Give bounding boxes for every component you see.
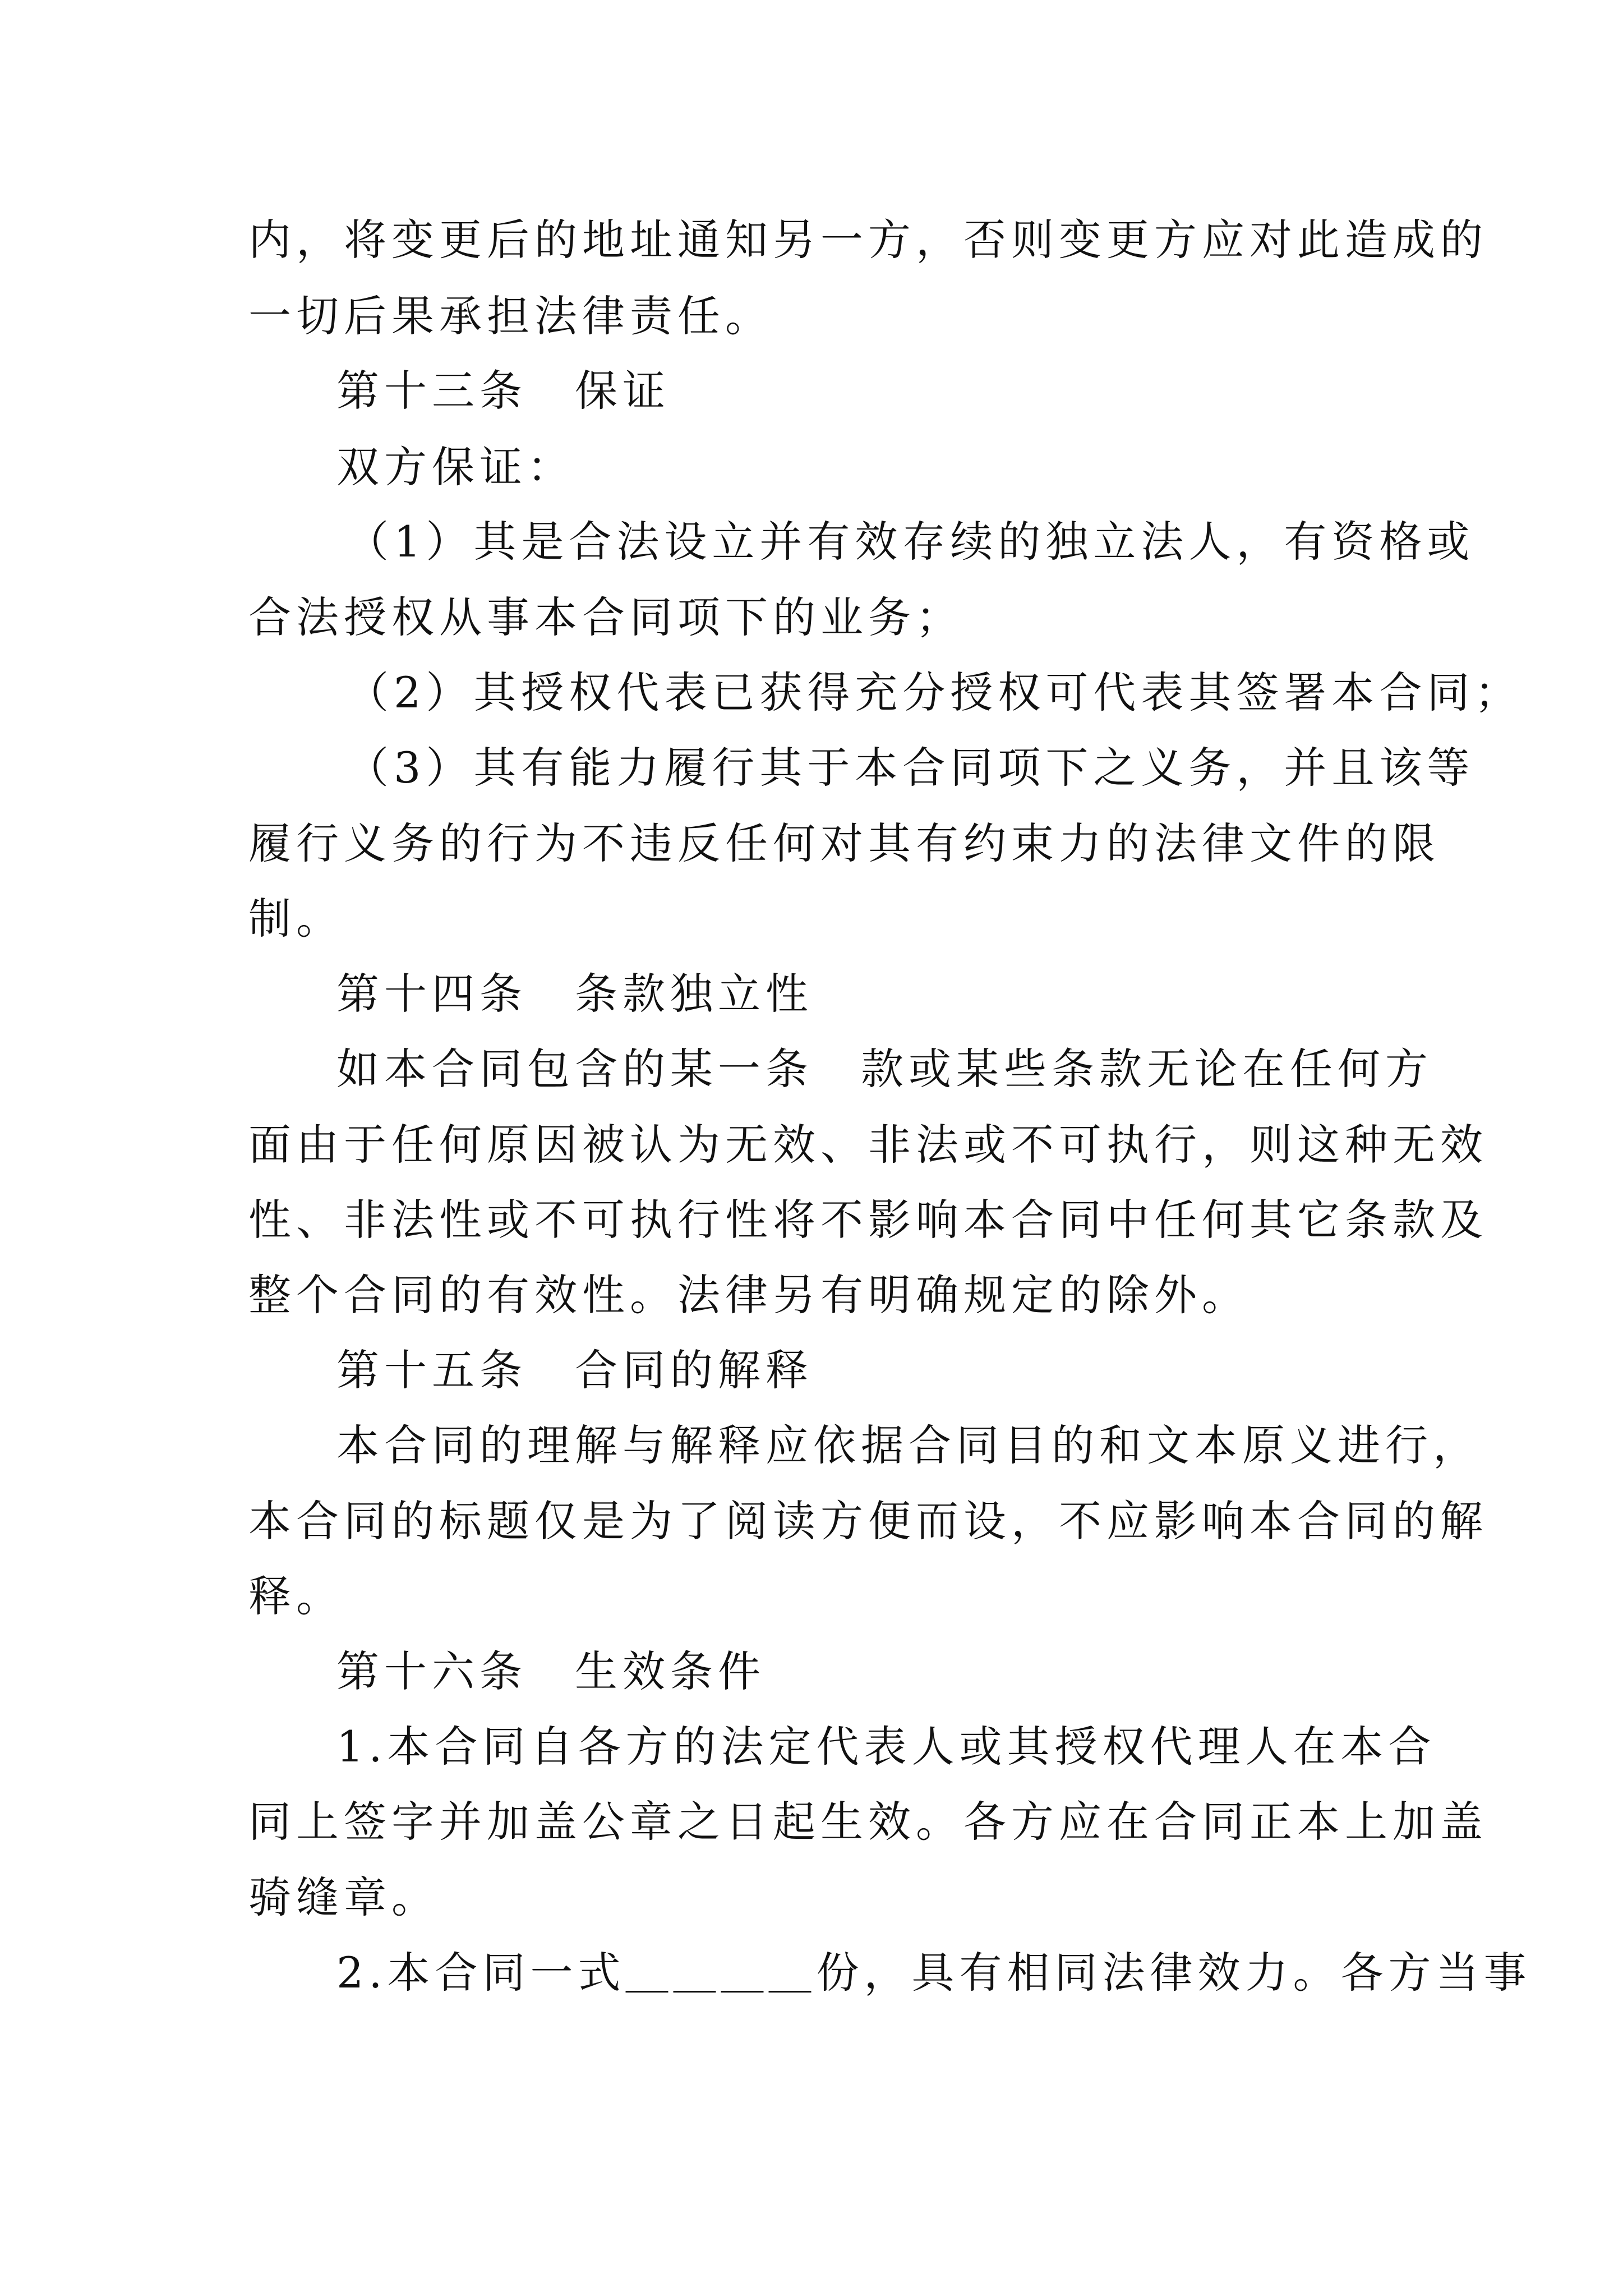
text-line: 双方保证： [336, 442, 575, 492]
text-line: 履行义务的行为不违反任何对其有约束力的法律文件的限 [248, 818, 1440, 868]
article-heading: 第十六条 生效条件 [336, 1646, 766, 1696]
article-heading: 第十三条 保证 [336, 366, 670, 416]
text-line: 1.本合同自各方的法定代表人或其授权代理人在本合 [336, 1722, 1436, 1772]
text-line: 制。 [248, 894, 344, 944]
text-line: 本合同的理解与解释应依据合同目的和文本原义进行， [336, 1420, 1481, 1470]
list-item: （2）其授权代表已获得充分授权可代表其签署本合同； [346, 668, 1523, 717]
text-line: 面由于任何原因被认为无效、非法或不可执行，则这种无效 [248, 1120, 1488, 1170]
article-heading: 第十五条 合同的解释 [336, 1345, 813, 1395]
text-line: 整个合同的有效性。法律另有明确规定的除外。 [248, 1270, 1249, 1320]
text-line: 本合同的标题仅是为了阅读方便而设，不应影响本合同的解 [248, 1496, 1488, 1546]
list-item: （1）其是合法设立并有效存续的独立法人，有资格或 [346, 517, 1475, 567]
text-line: 如本合同包含的某一条 款或某些条款无论在任何方 [336, 1044, 1433, 1094]
text-line: 一切后果承担法律责任。 [248, 291, 773, 341]
text-line: 释。 [248, 1571, 344, 1621]
text-line: 同上签字并加盖公章之日起生效。各方应在合同正本上加盖 [248, 1797, 1488, 1847]
text-line: 内，将变更后的地址通知另一方，否则变更方应对此造成的 [248, 215, 1488, 265]
text-line: 骑缝章。 [248, 1872, 439, 1922]
text-line: 合法授权从事本合同项下的业务； [248, 592, 963, 642]
article-heading: 第十四条 条款独立性 [336, 969, 813, 1019]
list-item: （3）其有能力履行其于本合同项下之义务，并且该等 [346, 743, 1475, 793]
text-line: 性、非法性或不可执行性将不影响本合同中任何其它条款及 [248, 1195, 1488, 1245]
text-line: 2.本合同一式＿＿＿＿份，具有相同法律效力。各方当事 [336, 1948, 1532, 1998]
